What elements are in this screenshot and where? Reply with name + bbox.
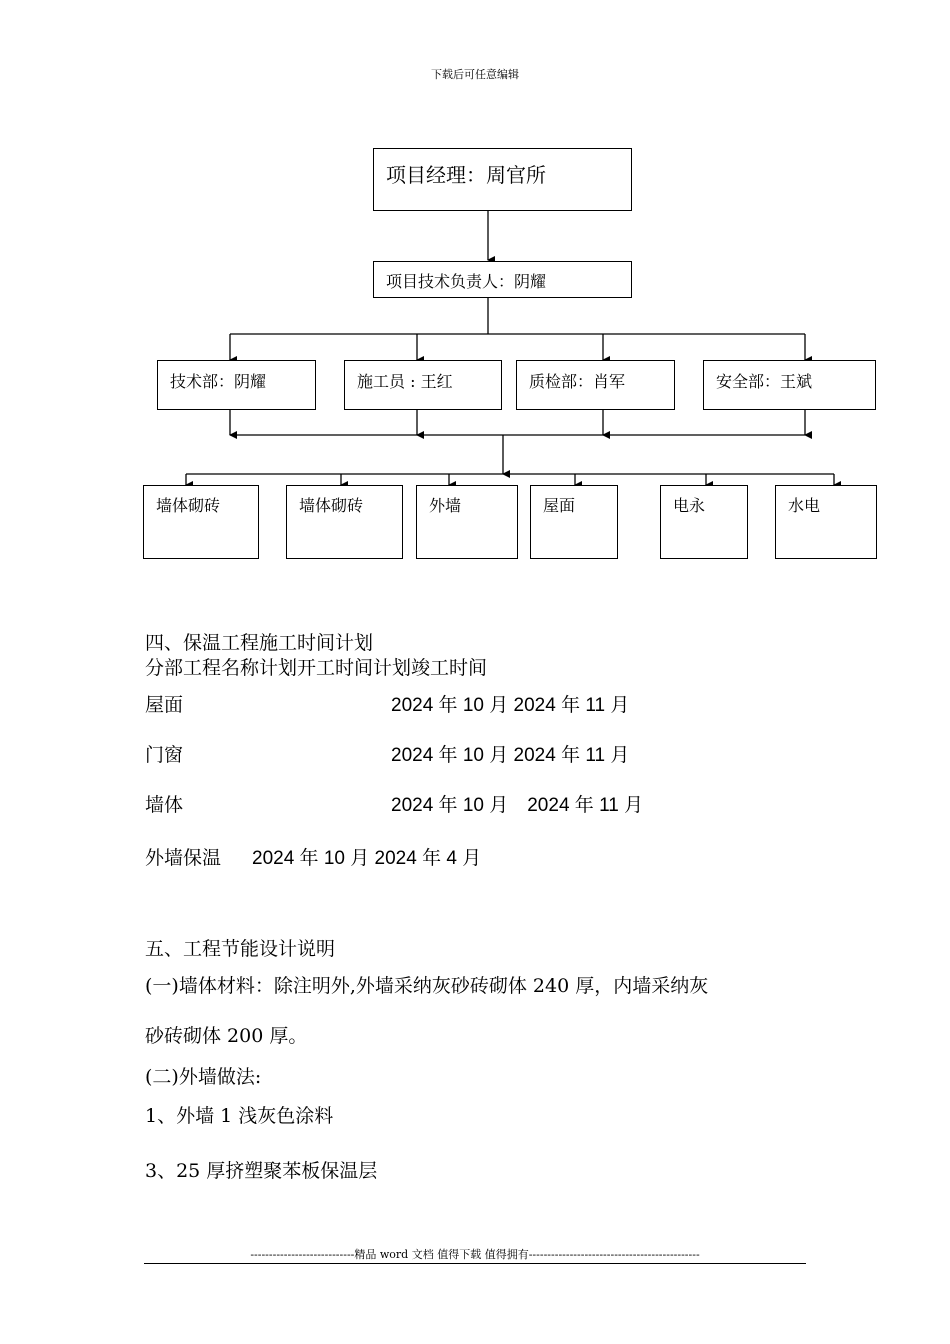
- schedule-row-name: 外墙保温: [145, 847, 222, 869]
- team-box: [660, 485, 748, 559]
- schedule-table-header: 分部工程名称计划开工时间计划竣工时间: [145, 657, 488, 679]
- tech-lead-box: [373, 261, 632, 298]
- method-item-3: 3、25 厚挤塑聚苯板保温层: [145, 1160, 378, 1182]
- team-label: 电永: [673, 496, 706, 515]
- page-header: 下载后可任意编辑: [431, 68, 519, 81]
- team-box: [286, 485, 403, 559]
- manager-box: [373, 148, 632, 211]
- dept-box-tech: [157, 360, 316, 410]
- page-footer: ----------------------------精品 word 文档 值得下载 值得拥有----------------------------------------------: [250, 1248, 700, 1261]
- wall-material-line2: 砂砖砌体 200 厚。: [145, 1025, 308, 1047]
- schedule-row-dates: 2024 年 10 月 2024 年 11 月: [391, 795, 644, 816]
- schedule-row: [145, 790, 805, 817]
- schedule-row-name: 门窗: [145, 744, 184, 766]
- wall-material-line1: (一)墙体材料：除注明外,外墙采纳灰砂砖砌体 240 厚，内墙采纳灰: [145, 975, 709, 997]
- dept-label: 施工员 : 王红: [357, 372, 453, 391]
- team-box: [143, 485, 259, 559]
- dept-label: 安全部：王斌: [716, 372, 813, 391]
- schedule-row-name: 屋面: [145, 694, 184, 716]
- dept-box-quality: [516, 360, 675, 410]
- team-box: [416, 485, 518, 559]
- team-label: 外墙: [429, 496, 462, 515]
- schedule-row-name: 墙体: [145, 794, 184, 816]
- team-box: [775, 485, 877, 559]
- footer-rule: [144, 1263, 806, 1264]
- schedule-row-dates: 2024 年 10 月 2024 年 4 月: [252, 848, 482, 869]
- dept-label: 技术部：阴耀: [170, 372, 267, 391]
- schedule-row-dates: 2024 年 10 月 2024 年 11 月: [391, 695, 630, 716]
- team-label: 水电: [788, 496, 821, 515]
- tech-lead-label: 项目技术负责人：阴耀: [386, 272, 547, 291]
- schedule-row: [145, 690, 805, 717]
- section4-title: 四、保温工程施工时间计划: [145, 632, 374, 654]
- method-item-1: 1、外墙 1 浅灰色涂料: [145, 1105, 334, 1127]
- dept-box-safety: [703, 360, 876, 410]
- schedule-row: [145, 843, 805, 870]
- section5-title: 五、工程节能设计说明: [145, 938, 336, 960]
- schedule-row: [145, 740, 805, 767]
- team-label: 墙体砌砖: [156, 496, 221, 515]
- dept-box-construction: [344, 360, 502, 410]
- team-label: 屋面: [543, 496, 576, 515]
- exterior-wall-method-title: (二)外墙做法:: [145, 1066, 262, 1088]
- manager-label: 项目经理：周官所: [386, 163, 546, 187]
- team-label: 墙体砌砖: [299, 496, 364, 515]
- dept-label: 质检部：肖军: [529, 372, 626, 391]
- schedule-row-dates: 2024 年 10 月 2024 年 11 月: [391, 745, 630, 766]
- team-box: [530, 485, 618, 559]
